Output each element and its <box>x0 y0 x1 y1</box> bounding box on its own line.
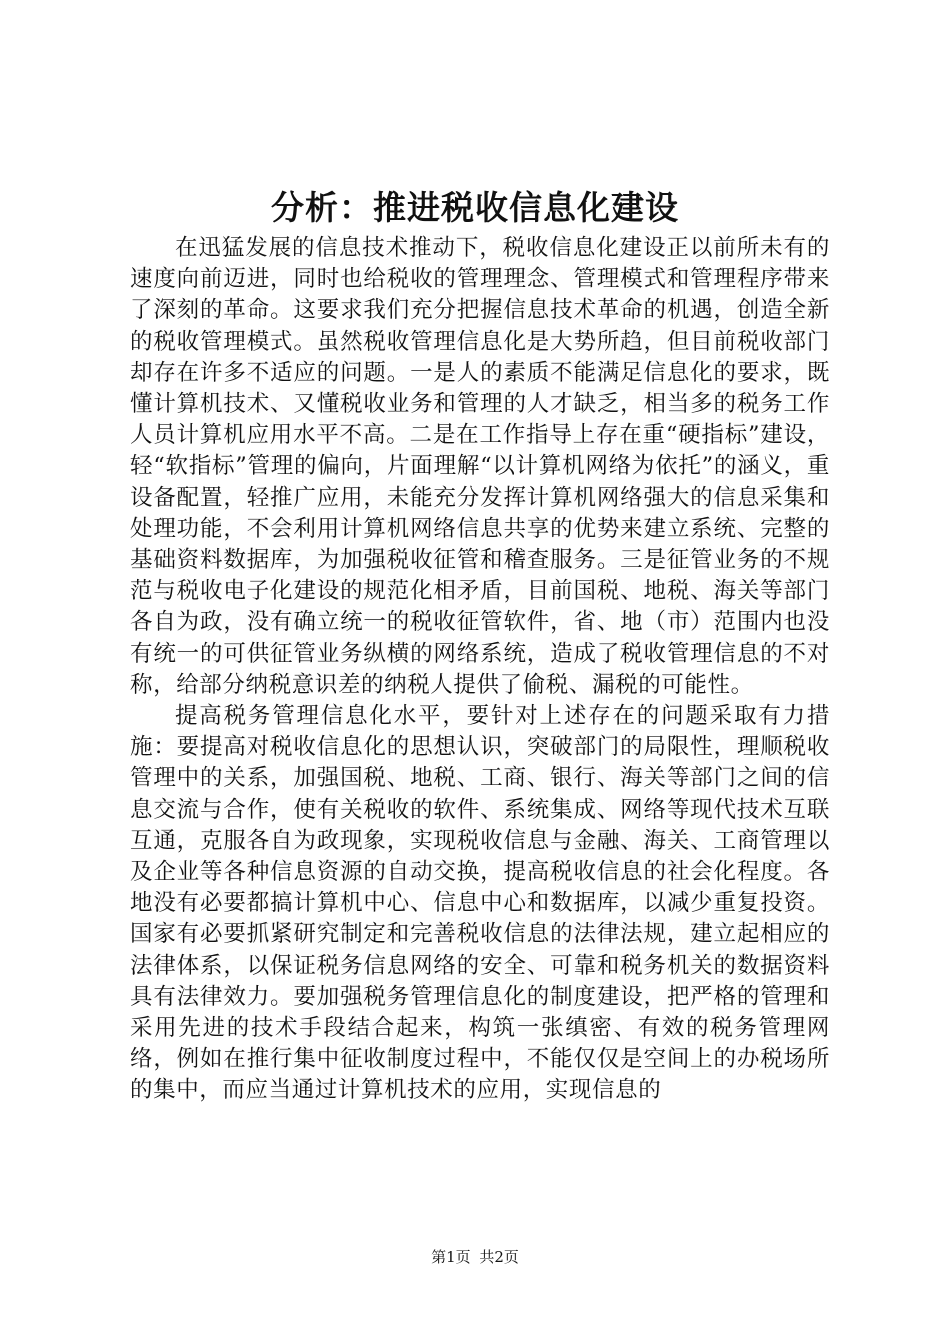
paragraph-2: 提高税务管理信息化水平，要针对上述存在的问题采取有力措施：要提高对税收信息化的思想认识，突破部门的局限性，理顺税收管理中的关系，加强国税、地税、工商、银行、海关等部门之间的信息交流与合作，使有关税收的软件、系统集成、网络等现代技术互联互通，克服各自为政现象，实现税收信息与金融、海关、工商管理以及企业等各种信息资源的自动交换，提高税收信息的社会化程度。各地没有必要都搞计算机中心、信息中心和数据库，以减少重复投资。国家有必要抓紧研究制定和完善税收信息的法律法规，建立起相应的法律体系，以保证税务信息网络的安全、可靠和税务机关的数据资料具有法律效力。要加强税务管理信息化的制度建设，把严格的管理和采用先进的技术手段结合起来，构筑一张缜密、有效的税务管理网络，例如在推行集中征收制度过程中，不能仅仅是空间上的办税场所的集中，而应当通过计算机技术的应用，实现信息的 <box>130 703 830 1104</box>
paragraph-1: 在迅猛发展的信息技术推动下，税收信息化建设正以前所未有的速度向前迈进，同时也给税收的管理理念、管理模式和管理程序带来了深刻的革命。这要求我们充分把握信息技术革命的机遇，创造全新的税收管理模式。虽然税收管理信息化是大势所趋，但目前税收部门却存在许多不适应的问题。一是人的素质不能满足信息化的要求，既懂计算机技术、又懂税收业务和管理的人才缺乏，相当多的税务工作人员计算机应用水平不高。二是在工作指导上存在重“硬指标”建设，轻“软指标”管理的偏向，片面理解“以计算机网络为依托”的涵义，重设备配置，轻推广应用，未能充分发挥计算机网络强大的信息采集和处理功能，不会利用计算机网络信息共享的优势来建立系统、完整的基础资料数据库，为加强税收征管和稽查服务。三是征管业务的不规范与税收电子化建设的规范化相矛盾，目前国税、地税、海关等部门各自为政，没有确立统一的税收征管软件，省、地（市）范围内也没有统一的可供征管业务纵横的网络系统，造成了税收管理信息的不对称，给部分纳税意识差的纳税人提供了偷税、漏税的可能性。 <box>130 235 830 698</box>
page-total: 共2页 <box>479 1248 519 1266</box>
document-body <box>130 233 830 1107</box>
document-title: 分析：推进税收信息化建设 <box>271 188 679 227</box>
page-number: 第1页 <box>431 1248 471 1266</box>
page-footer <box>0 1247 950 1267</box>
